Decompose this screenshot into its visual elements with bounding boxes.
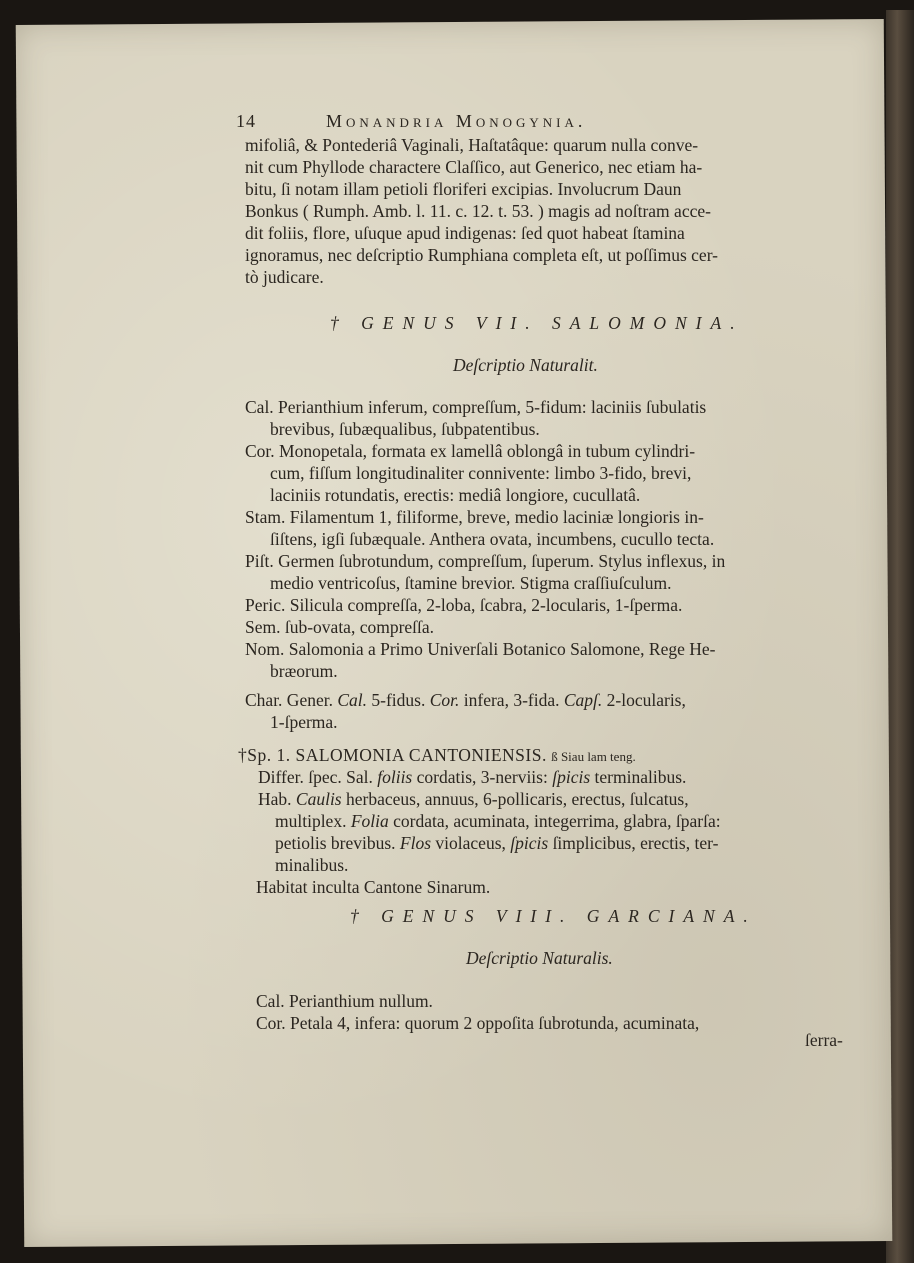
stamen-line: Stam. Filamentum 1, filiforme, breve, medio laciniæ longioris in- bbox=[245, 507, 704, 527]
running-header bbox=[236, 110, 586, 132]
text-line: bitu, ſi notam illam petioli floriferi excipias. Involucrum Daun bbox=[245, 179, 682, 199]
hab-text: petiolis brevibus. bbox=[275, 833, 396, 853]
char-caps-value: 2-locularis, bbox=[606, 690, 686, 710]
habitus-line bbox=[258, 789, 689, 810]
text-line: Bonkus ( Rumph. Amb. l. 11. c. 12. t. 53. ) magis ad noſtram acce- bbox=[245, 201, 711, 221]
corolla-line: cum, fiſſum longitudinaliter connivente: limbo 3-fido, brevi, bbox=[270, 463, 692, 483]
pistil-line: medio ventricoſus, ſtamine brevior. Stigma craſſiuſculum. bbox=[270, 573, 672, 593]
differ-term: foliis bbox=[377, 767, 413, 787]
differentia-line bbox=[258, 767, 686, 788]
hab-text: herbaceus, annuus, 6-pollicaris, erectus, ſulcatus, bbox=[346, 789, 689, 809]
char-cal: Cal. bbox=[337, 690, 368, 710]
corolla-line: Cor. Monopetala, formata ex lamellâ oblongâ in tubum cylindri- bbox=[245, 441, 696, 461]
habitus-line bbox=[275, 811, 721, 832]
hab-text: multiplex. bbox=[275, 811, 347, 831]
hab-label: Hab. bbox=[258, 789, 292, 809]
genus-viii-subheading: Deſcriptio Naturalis. bbox=[466, 948, 613, 968]
genus-viii-heading: † GENUS VIII. GARCIANA. bbox=[350, 906, 757, 926]
habitus-line bbox=[275, 833, 718, 854]
text-line: ignoramus, nec deſcriptio Rumphiana completa eſt, ut poſſimus cer- bbox=[245, 245, 718, 265]
nomen-line: Nom. Salomonia a Primo Univerſali Botanico Salomone, Rege He- bbox=[245, 639, 716, 659]
text-line: nit cum Phyllode charactere Claſſico, aut Generico, nec etiam ha- bbox=[245, 157, 703, 177]
differ-text: cordatis, 3-nerviis: bbox=[416, 767, 548, 787]
text-line: dit foliis, flore, uſuque apud indigenas: ſed quot habeat ſtamina bbox=[245, 223, 685, 243]
genus-vii-subheading: Deſcriptio Naturalit. bbox=[453, 355, 598, 375]
calyx-line: brevibus, ſubæqualibus, ſubpatentibus. bbox=[270, 419, 540, 439]
char-label: Char. Gener. bbox=[245, 690, 333, 710]
stamen-line: ſiſtens, igſi ſubæquale. Anthera ovata, incumbens, cucullo tecta. bbox=[270, 529, 715, 549]
text-line: tò judicare. bbox=[245, 267, 324, 287]
habitat-line: Habitat inculta Cantone Sinarum. bbox=[256, 877, 491, 897]
pistil-line: Piſt. Germen ſubrotundum, compreſſum, ſuperum. Stylus inflexus, in bbox=[245, 551, 726, 571]
seed-line: Sem. ſub-ovata, compreſſa. bbox=[245, 617, 435, 637]
corolla-line: laciniis rotundatis, erectis: mediâ longiore, cucullatâ. bbox=[270, 485, 641, 505]
catchword: ſerra- bbox=[805, 1030, 843, 1050]
differ-text: terminalibus. bbox=[594, 767, 687, 787]
hab-text: violaceus, bbox=[435, 833, 506, 853]
species-name: †Sp. 1. SALOMONIA CANTONIENSIS. bbox=[238, 745, 547, 765]
calyx-line: Cal. Perianthium inferum, compreſſum, 5-fidum: laciniis ſubulatis bbox=[245, 397, 707, 417]
corolla-line: Cor. Petala 4, infera: quorum 2 oppoſita ſubrotunda, acuminata, bbox=[256, 1013, 700, 1033]
species-vernacular: ß Siau lam teng. bbox=[551, 749, 636, 764]
running-title: Monandria Monogynia. bbox=[326, 111, 587, 131]
habitus-line: minalibus. bbox=[275, 855, 349, 875]
hab-term: Flos bbox=[399, 833, 432, 853]
species-line bbox=[238, 745, 636, 766]
genus-vii-heading: † GENUS VII. SALOMONIA. bbox=[330, 313, 744, 333]
hab-term: Caulis bbox=[295, 789, 342, 809]
hab-text: cordata, acuminata, integerrima, glabra, ſparſa: bbox=[393, 811, 721, 831]
char-caps: Capſ. bbox=[563, 690, 603, 710]
character-line bbox=[245, 690, 686, 711]
intro-paragraph bbox=[245, 134, 845, 288]
page-number: 14 bbox=[236, 111, 256, 131]
hab-term: ſpicis bbox=[510, 833, 549, 853]
differ-term: ſpicis bbox=[552, 767, 591, 787]
hab-term: Folia bbox=[350, 811, 389, 831]
calyx-line: Cal. Perianthium nullum. bbox=[256, 991, 433, 1011]
char-cal-value: 5-fidus. bbox=[371, 690, 426, 710]
text-line: mifoliâ, & Pontederiâ Vaginali, Haſtatâque: quarum nulla conve- bbox=[245, 135, 699, 155]
differ-label: Differ. ſpec. Sal. bbox=[258, 767, 373, 787]
char-cor: Cor. bbox=[429, 690, 460, 710]
hab-text: ſimplicibus, erectis, ter- bbox=[552, 833, 719, 853]
char-cor-value: infera, 3-fida. bbox=[463, 690, 560, 710]
pericarp-line: Peric. Silicula compreſſa, 2-loba, ſcabra, 2-locularis, 1-ſperma. bbox=[245, 595, 683, 615]
character-line: 1-ſperma. bbox=[270, 712, 338, 732]
nomen-line: bræorum. bbox=[270, 661, 338, 681]
